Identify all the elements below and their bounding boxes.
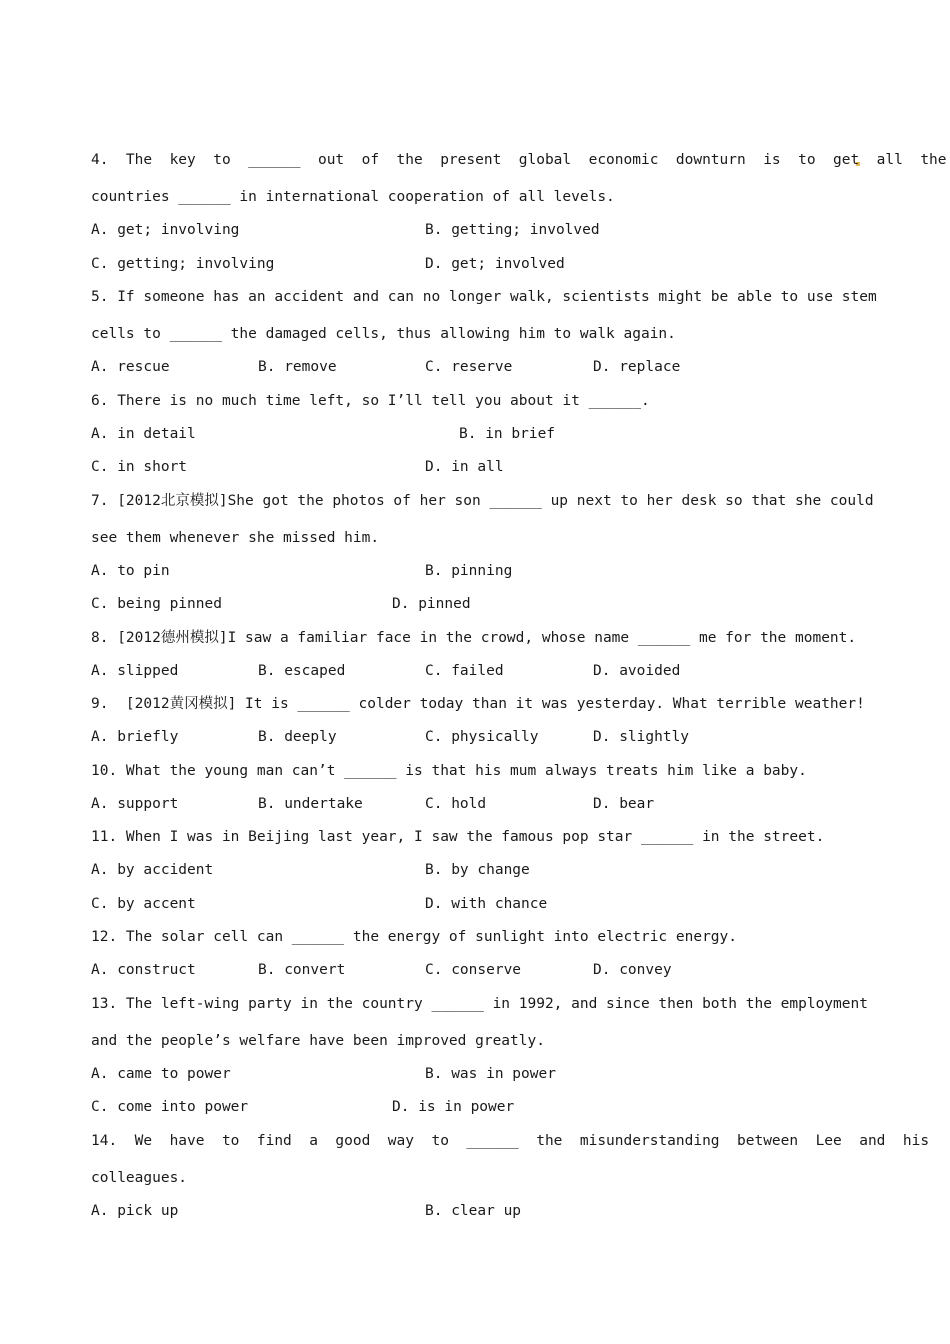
question-4-line-1: 4. The key to ______ out of the present global economic downturn is to get all the — [91, 152, 947, 168]
question-9-option-c: C. physically — [425, 729, 539, 745]
question-9-option-d: D. slightly — [593, 729, 690, 745]
question-6-line-1: 6. There is no much time left, so I’ll tell you about it ______. — [91, 393, 650, 409]
question-7-option-b: B. pinning — [425, 563, 513, 579]
question-14-line-1: 14. We have to find a good way to ______ the misunderstanding between Lee and his — [91, 1133, 930, 1149]
question-13-option-c: C. come into power — [91, 1099, 249, 1115]
question-13-option-d: D. is in power — [392, 1099, 515, 1115]
question-8-option-b: B. escaped — [258, 663, 346, 679]
question-14-option-a: A. pick up — [91, 1203, 179, 1219]
question-4-option-b: B. getting; involved — [425, 222, 600, 238]
question-8-option-c: C. failed — [425, 663, 504, 679]
question-12-option-d: D. convey — [593, 962, 672, 978]
question-6-option-b: B. in brief — [459, 426, 556, 442]
question-7-option-a: A. to pin — [91, 563, 170, 579]
question-7-line-1: 7. [2012北京模拟]She got the photos of her son ______ up next to her desk so that she could — [91, 493, 874, 509]
question-7-option-d: D. pinned — [392, 596, 471, 612]
question-9-option-b: B. deeply — [258, 729, 337, 745]
question-4-option-a: A. get; involving — [91, 222, 240, 238]
question-11-option-d: D. with chance — [425, 896, 548, 912]
question-7-line-2: see them whenever she missed him. — [91, 530, 380, 546]
question-12-line-1: 12. The solar cell can ______ the energy of sunlight into electric energy. — [91, 929, 738, 945]
question-10-option-b: B. undertake — [258, 796, 363, 812]
question-10-option-d: D. bear — [593, 796, 655, 812]
question-13-option-b: B. was in power — [425, 1066, 556, 1082]
question-13-option-a: A. came to power — [91, 1066, 231, 1082]
question-4-option-d: D. get; involved — [425, 256, 565, 272]
question-12-option-a: A. construct — [91, 962, 196, 978]
question-14-option-b: B. clear up — [425, 1203, 522, 1219]
question-12-option-c: C. conserve — [425, 962, 522, 978]
question-7-option-c: C. being pinned — [91, 596, 222, 612]
question-6-option-a: A. in detail — [91, 426, 196, 442]
question-14-line-2: colleagues. — [91, 1170, 188, 1186]
question-11-line-1: 11. When I was in Beijing last year, I saw the famous pop star ______ in the street. — [91, 829, 825, 845]
question-6-option-d: D. in all — [425, 459, 504, 475]
question-8-option-d: D. avoided — [593, 663, 681, 679]
question-10-option-c: C. hold — [425, 796, 487, 812]
question-9-option-a: A. briefly — [91, 729, 179, 745]
question-5-line-2: cells to ______ the damaged cells, thus allowing him to walk again. — [91, 326, 676, 342]
question-10-line-1: 10. What the young man can’t ______ is that his mum always treats him like a baby. — [91, 763, 807, 779]
question-13-line-2: and the people’s welfare have been improved greatly. — [91, 1033, 545, 1049]
question-5-line-1: 5. If someone has an accident and can no longer walk, scientists might be able to use stem — [91, 289, 877, 305]
question-4-option-c: C. getting; involving — [91, 256, 275, 272]
question-12-option-b: B. convert — [258, 962, 346, 978]
question-8-line-1: 8. [2012德州模拟]I saw a familiar face in the crowd, whose name ______ me for the moment. — [91, 630, 857, 646]
question-11-option-b: B. by change — [425, 862, 530, 878]
question-5-option-a: A. rescue — [91, 359, 170, 375]
question-11-option-c: C. by accent — [91, 896, 196, 912]
question-11-option-a: A. by accident — [91, 862, 214, 878]
question-9-line-1: 9. [2012黄冈模拟] It is ______ colder today than it was yesterday. What terrible weather! — [91, 696, 865, 712]
question-5-option-b: B. remove — [258, 359, 337, 375]
question-4-line-2: countries ______ in international cooperation of all levels. — [91, 189, 615, 205]
question-6-option-c: C. in short — [91, 459, 188, 475]
question-5-option-d: D. replace — [593, 359, 681, 375]
question-8-option-a: A. slipped — [91, 663, 179, 679]
question-13-line-1: 13. The left-wing party in the country ______ in 1992, and since then both the employment — [91, 996, 868, 1012]
question-5-option-c: C. reserve — [425, 359, 513, 375]
question-10-option-a: A. support — [91, 796, 179, 812]
